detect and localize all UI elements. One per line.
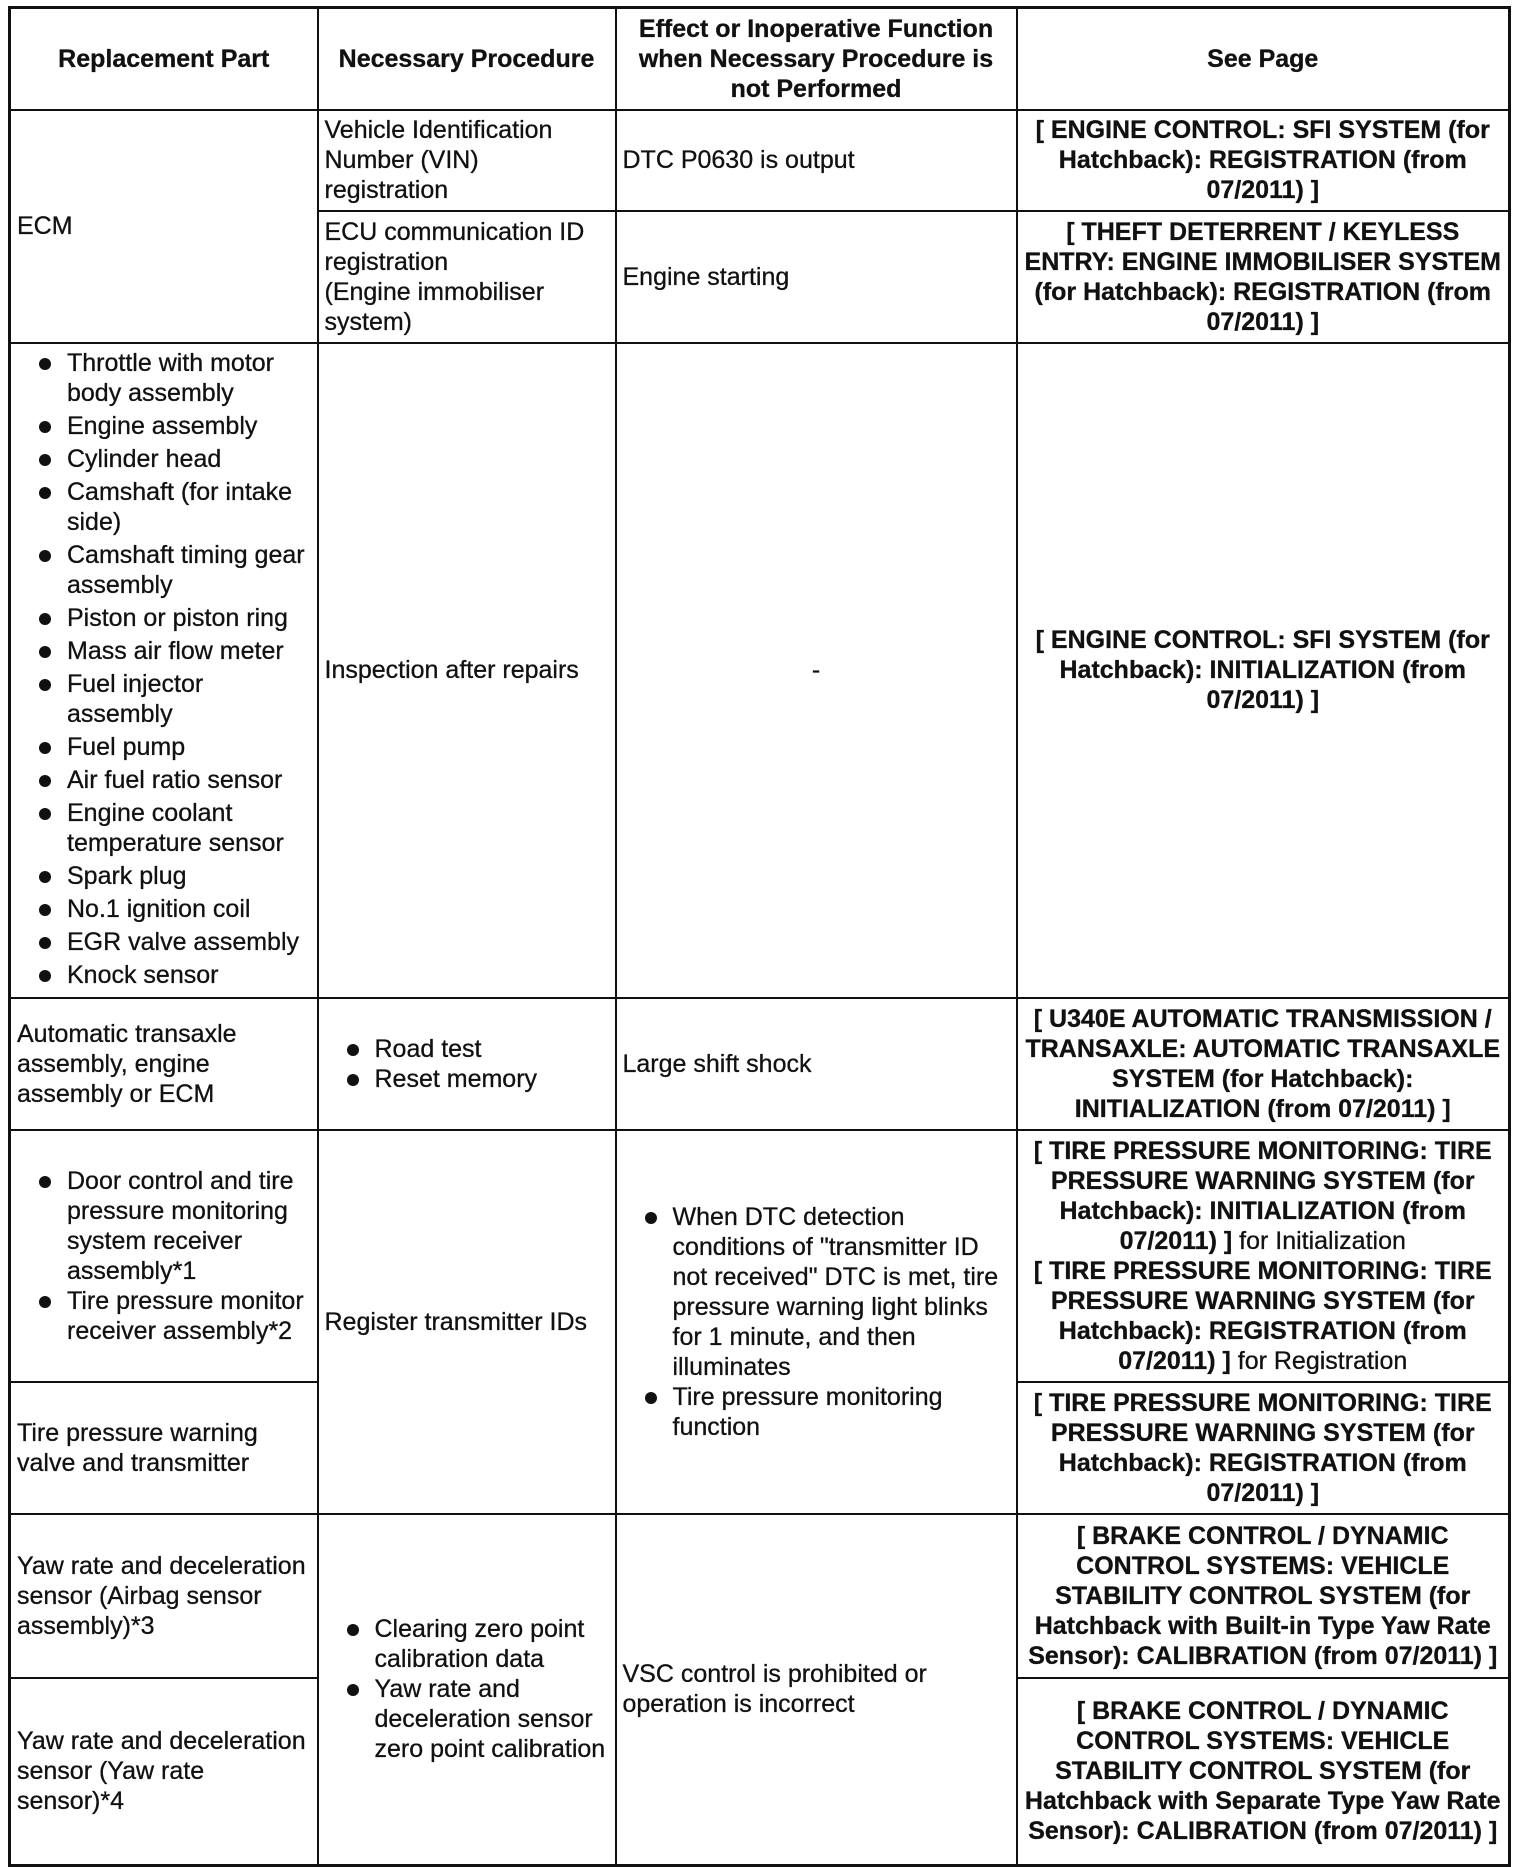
list-item: Cylinder head (35, 444, 311, 474)
table-row (10, 110, 1510, 211)
procedure-cell (318, 998, 616, 1130)
procedure-list (325, 1034, 609, 1094)
list-item: Yaw rate and deceleration sensor zero point calibration (343, 1674, 609, 1764)
effect-cell (616, 1130, 1017, 1514)
list-item: EGR valve assembly (35, 927, 311, 957)
header-replacement-part: Replacement Part (10, 8, 318, 110)
table-row (10, 998, 1510, 1130)
table-row (10, 1130, 1510, 1382)
table-row (10, 343, 1510, 998)
header-effect: Effect or Inoperative Function when Necessary Procedure is not Performed (616, 8, 1017, 110)
effect-list (623, 1202, 1010, 1442)
list-item: Camshaft (for intake side) (35, 477, 311, 537)
list-item: Piston or piston ring (35, 603, 311, 633)
procedure-cell (318, 1514, 616, 1866)
procedure-cell: Vehicle Identification Number (VIN) registration (318, 110, 616, 211)
effect-cell: - (616, 343, 1017, 998)
part-cell: Tire pressure warning valve and transmitter (10, 1382, 318, 1514)
see-page-link[interactable]: [ BRAKE CONTROL / DYNAMIC CONTROL SYSTEMS: VEHICLE STABILITY CONTROL SYSTEM (for Hatchback with Built-in Type Yaw Rate Sensor): CALIBRATION (from 07/2011) ] (1017, 1514, 1510, 1678)
see-page-note: for Initialization (1232, 1226, 1406, 1255)
table-row (10, 1514, 1510, 1678)
effect-cell: Engine starting (616, 211, 1017, 343)
see-page-link[interactable]: [ BRAKE CONTROL / DYNAMIC CONTROL SYSTEMS: VEHICLE STABILITY CONTROL SYSTEM (for Hatchback with Separate Type Yaw Rate Sensor): CALIBRATION (from 07/2011) ] (1017, 1678, 1510, 1866)
list-item: Throttle with motor body assembly (35, 348, 311, 408)
see-page-cell (1017, 1130, 1510, 1382)
list-item: Fuel injector assembly (35, 669, 311, 729)
list-item: Mass air flow meter (35, 636, 311, 666)
list-item: Door control and tire pressure monitoring system receiver assembly*1 (35, 1166, 311, 1286)
list-item: Knock sensor (35, 960, 311, 990)
part-cell (10, 343, 318, 998)
procedure-cell: ECU communication ID registration (Engine immobiliser system) (318, 211, 616, 343)
table-header-row (10, 8, 1510, 110)
effect-cell: Large shift shock (616, 998, 1017, 1130)
list-item: Tire pressure monitoring function (641, 1382, 1010, 1442)
header-necessary-procedure: Necessary Procedure (318, 8, 616, 110)
part-list (17, 348, 311, 990)
see-page-note: for Registration (1230, 1346, 1408, 1375)
list-item: Road test (343, 1034, 609, 1064)
list-item: No.1 ignition coil (35, 894, 311, 924)
part-cell (10, 1130, 318, 1382)
see-page-link[interactable]: [ TIRE PRESSURE MONITORING: TIRE PRESSURE WARNING SYSTEM (for Hatchback): REGISTRATION (from 07/2011) ] (1017, 1382, 1510, 1514)
see-page-link[interactable]: [ TIRE PRESSURE MONITORING: TIRE PRESSURE WARNING SYSTEM (for Hatchback): INITIALIZATION (from 07/2011) ] (1033, 1136, 1492, 1255)
see-page-link[interactable]: [ U340E AUTOMATIC TRANSMISSION / TRANSAXLE: AUTOMATIC TRANSAXLE SYSTEM (for Hatchback): INITIALIZATION (from 07/2011) ] (1017, 998, 1510, 1130)
list-item: Clearing zero point calibration data (343, 1614, 609, 1674)
effect-cell: DTC P0630 is output (616, 110, 1017, 211)
procedure-cell: Register transmitter IDs (318, 1130, 616, 1514)
procedure-cell: Inspection after repairs (318, 343, 616, 998)
part-cell: Automatic transaxle assembly, engine assembly or ECM (10, 998, 318, 1130)
list-item: Reset memory (343, 1064, 609, 1094)
list-item: When DTC detection conditions of "transmitter ID not received" DTC is met, tire pressure warning light blinks for 1 minute, and then illuminates (641, 1202, 1010, 1382)
part-cell: Yaw rate and deceleration sensor (Yaw rate sensor)*4 (10, 1678, 318, 1866)
see-page-link[interactable]: [ THEFT DETERRENT / KEYLESS ENTRY: ENGINE IMMOBILISER SYSTEM (for Hatchback): REGISTRATION (from 07/2011) ] (1017, 211, 1510, 343)
part-list (17, 1166, 311, 1346)
list-item: Fuel pump (35, 732, 311, 762)
list-item: Camshaft timing gear assembly (35, 540, 311, 600)
see-page-link[interactable]: [ TIRE PRESSURE MONITORING: TIRE PRESSURE WARNING SYSTEM (for Hatchback): REGISTRATION (from 07/2011) ] (1033, 1256, 1492, 1375)
see-page-link[interactable]: [ ENGINE CONTROL: SFI SYSTEM (for Hatchback): REGISTRATION (from 07/2011) ] (1017, 110, 1510, 211)
header-see-page: See Page (1017, 8, 1510, 110)
list-item: Engine assembly (35, 411, 311, 441)
list-item: Air fuel ratio sensor (35, 765, 311, 795)
see-page-link[interactable]: [ ENGINE CONTROL: SFI SYSTEM (for Hatchback): INITIALIZATION (from 07/2011) ] (1017, 343, 1510, 998)
effect-cell: VSC control is prohibited or operation is incorrect (616, 1514, 1017, 1866)
part-cell: ECM (10, 110, 318, 343)
list-item: Spark plug (35, 861, 311, 891)
part-cell: Yaw rate and deceleration sensor (Airbag sensor assembly)*3 (10, 1514, 318, 1678)
replacement-procedure-table (8, 6, 1511, 1867)
list-item: Tire pressure monitor receiver assembly*2 (35, 1286, 311, 1346)
list-item: Engine coolant temperature sensor (35, 798, 311, 858)
procedure-list (325, 1614, 609, 1764)
